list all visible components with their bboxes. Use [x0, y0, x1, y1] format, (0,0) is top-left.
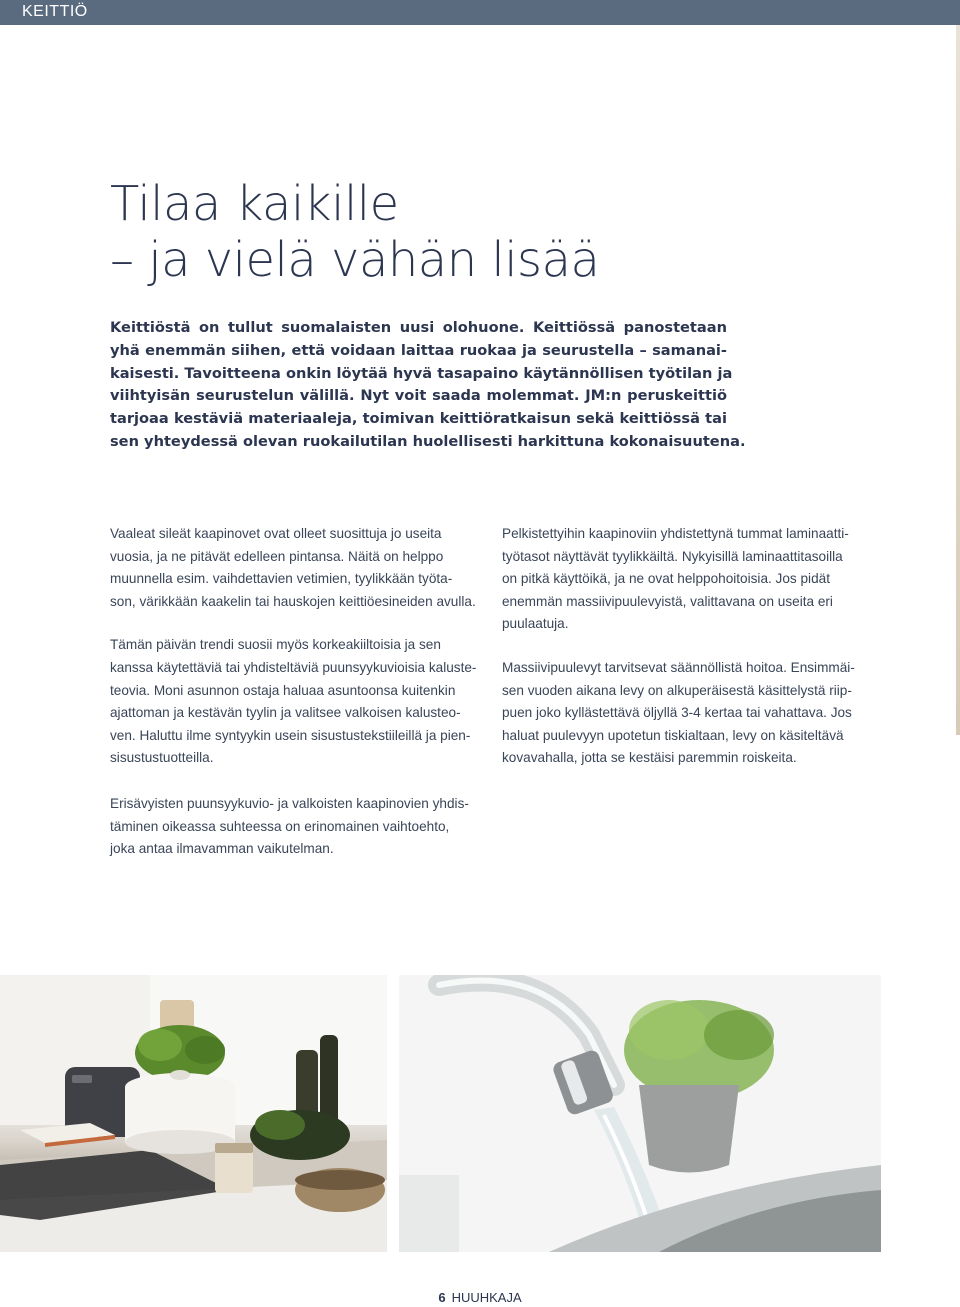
page-number: 6	[438, 1290, 446, 1305]
lead-line: Keittiöstä on tullut suomalaisten uusi olohuone. Keittiössä panostetaan	[110, 319, 727, 336]
lead-paragraph	[110, 317, 746, 454]
body-line: työtasot näyttävät tyylikkäiltä. Nykyisillä laminaattitasoilla	[502, 548, 843, 564]
body-line: teovia. Moni asunnon ostaja haluaa asuntoonsa kuitenkin	[110, 682, 456, 698]
body-line: puulaatuja.	[502, 616, 569, 632]
kitchen-countertop-photo	[0, 975, 387, 1252]
body-line: Vaaleat sileät kaapinovet ovat olleet suosittuja jo useita	[110, 526, 442, 541]
lead-line: yhä enemmän siihen, että voidaan laittaa ruokaa ja seurustella – samanai-	[110, 341, 727, 359]
headline-line: Tilaa kaikille	[110, 176, 399, 232]
lead-line: kaisesti. Tavoitteena onkin löytää hyvä tasapaino käytännöllisen työtilan ja	[110, 364, 733, 382]
paragraph	[502, 523, 877, 636]
paragraph	[502, 657, 877, 770]
body-line: enemmän massiivipuulevyistä, valittavana on useita eri	[502, 593, 833, 609]
body-line: Tämän päivän trendi suosii myös korkeakiiltoisia ja sen	[110, 637, 441, 653]
headline-line: – ja vielä vähän lisää	[110, 232, 600, 288]
section-label: KEITTIÖ	[22, 3, 88, 20]
page-headline	[110, 176, 599, 288]
body-line: sen vuoden aikana levy on alkuperäisestä käsittelystä riip-	[502, 682, 852, 698]
body-line: son, värikkään kaakelin tai hauskojen keittiöesineiden avulla.	[110, 593, 476, 609]
page-footer	[0, 1290, 960, 1305]
body-line: ven. Haluttu ilme syntyykin usein sisustustekstiileillä ja pien-	[110, 727, 471, 743]
lead-line: tarjoaa kestäviä materiaaleja, toimivan keittiöratkaisun sekä keittiössä tai	[110, 410, 727, 428]
body-paragraph-bottom	[110, 793, 485, 861]
paragraph	[110, 634, 485, 770]
body-line: ajattoman ja kestävän tyylin ja valitsee valkoisen kalusteo-	[110, 705, 461, 721]
section-header-bar	[0, 0, 960, 25]
body-line: kanssa käytettäviä tai yhdisteltäviä puunsyykuvioisia kaluste-	[110, 659, 477, 675]
body-line: kovavahalla, jotta se kestäisi paremmin roiskeita.	[502, 750, 797, 766]
publication-name: HUUHKAJA	[451, 1290, 522, 1305]
body-line: joka antaa ilmavamman vaikutelman.	[110, 841, 334, 857]
body-line: vuosia, ja ne pitävät edelleen pintansa. Näitä on helppo	[110, 548, 444, 564]
body-line: puen joko kyllästettävä öljyllä 3-4 kertaa tai vahattava. Jos	[502, 705, 852, 721]
body-column-left	[110, 523, 485, 770]
kitchen-faucet-photo	[399, 975, 881, 1252]
body-line: haluat puulevyyn upotetun tiskialtaan, levy on käsiteltävä	[502, 727, 844, 743]
body-line: Massiivipuulevyt tarvitsevat säännöllistä hoitoa. Ensimmäi-	[502, 659, 855, 675]
right-edge-photo-strip	[956, 25, 960, 735]
lead-line: sen yhteydessä olevan ruokailutilan huolellisesti harkittuna kokonaisuutena.	[110, 432, 746, 450]
body-line: täminen oikeassa suhteessa on erinomainen vaihtoehto,	[110, 818, 450, 834]
body-line: Erisävyisten puunsyykuvio- ja valkoisten kaapinovien yhdis-	[110, 796, 469, 811]
paragraph	[110, 523, 485, 613]
body-line: on pitkä käyttöikä, ja ne ovat helppohoitoisia. Jos pidät	[502, 571, 830, 587]
body-line: sisustustuotteilla.	[110, 750, 214, 766]
lead-line: viihtyisän seurustelun välillä. Nyt voit saada molemmat. JM:n peruskeittiö	[110, 387, 727, 405]
body-line: muunnella esim. vaihdettavien vetimien, tyylikkään työta-	[110, 571, 453, 587]
body-line: Pelkistettyihin kaapinoviin yhdistettynä tummat laminaatti-	[502, 526, 849, 541]
body-column-right	[502, 523, 877, 770]
